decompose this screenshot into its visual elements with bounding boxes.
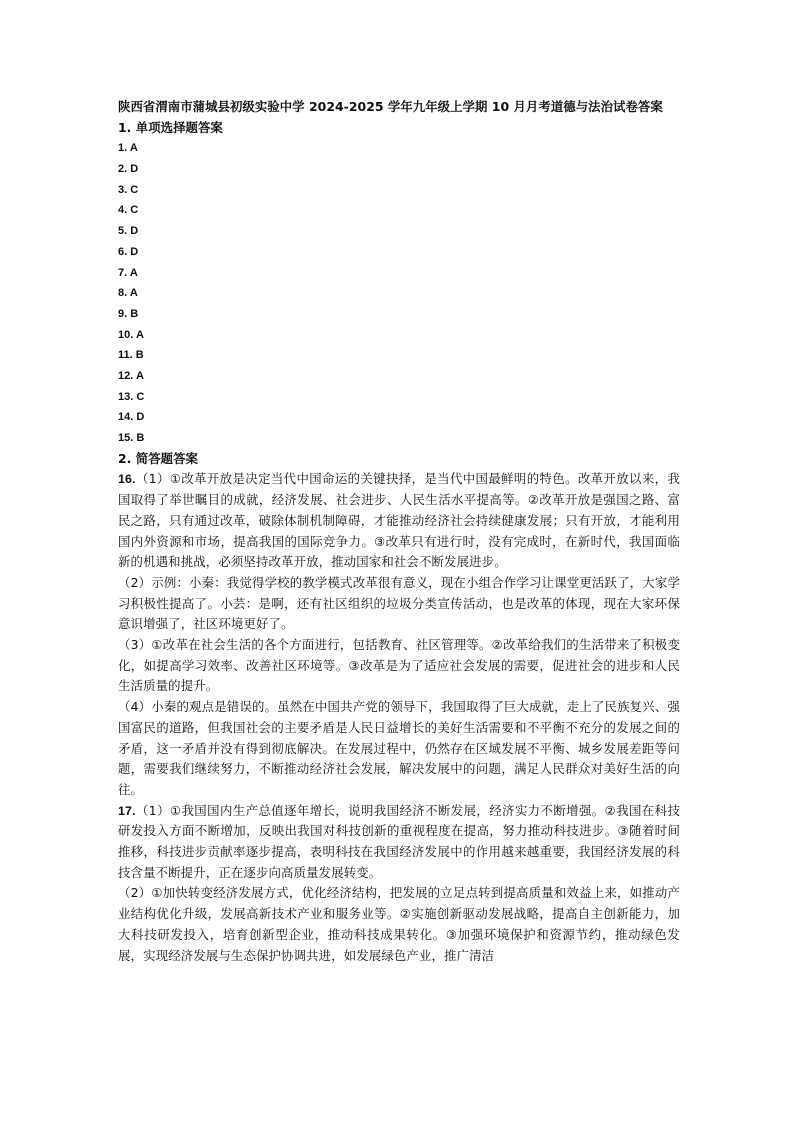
question-16-part-3: （3）①改革在社会生活的各个方面进行，包括教育、社区管理等。②改革给我们的生活带来了积极变化，如提高学习效率、改善社区环境等。③改革是为了适应社会发展的需要，促进社会的进步和人民生活质量的提升。 [118, 637, 680, 694]
question-16-part-2: （2）示例：小秦：我觉得学校的教学模式改革很有意义，现在小组合作学习让课堂更活跃了，大家学习积极性提高了。小芸：是啊，还有社区组织的垃圾分类宣传活动，也是改革的体现，现在大家环保意识增强了，社区环境更好了。 [118, 574, 680, 632]
section-multiple-choice [118, 118, 680, 449]
section-heading: 2. 简答题答案 [118, 450, 198, 466]
answer-item: 15. B [118, 432, 145, 445]
answer-item: 2. D [118, 163, 139, 176]
answer-item: 5. D [118, 225, 139, 238]
answer-item: 12. A [118, 369, 144, 382]
document-page [118, 97, 680, 966]
section-heading: 1. 单项选择题答案 [118, 119, 223, 135]
question-16-part-1 [118, 469, 680, 573]
answer-text: （1）①我国国内生产总值逐年增长，说明我国经济不断发展，经济实力不断增强。②我国在科技研发投入方面不断增加，反映出我国对科技创新的重视程度在提高，努力推动科技进步。③随着时间推移，科技进步贡献率逐步提高，表明科技在我国经济发展中的作用越来越重要，我国经济发展的科技含量不断提升，正在逐步向高质量发展转变。 [118, 802, 680, 880]
answer-item: 4. C [118, 204, 139, 217]
answer-item: 1. A [118, 142, 138, 155]
answer-item: 9. B [118, 307, 139, 320]
question-number: 16. [118, 472, 136, 487]
answer-item: 3. C [118, 183, 139, 196]
question-17-part-1 [118, 801, 680, 884]
section-short-answer [118, 449, 680, 967]
answer-text: （1）①改革开放是决定当代中国命运的关键抉择，是当代中国最鲜明的特色。改革开放以来，我国取得了举世瞩目的成就，经济发展、社会进步、人民生活水平提高等。②改革开放是强国之路、富民之路，只有通过改革，破除体制机制障碍，才能推动经济社会持续健康发展；只有开放，才能利用国内外资源和市场，提高我国的国际竞争力。③改革只有进行时，没有完成时，在新时代，我国面临新的机遇和挑战，必须坚持改革开放，推动国家和社会不断发展进步。 [118, 471, 680, 570]
answer-item: 7. A [118, 266, 138, 279]
document-title: 陕西省渭南市蒲城县初级实验中学 2024-2025 学年九年级上学期 10 月月考道德与法治试卷答案 [118, 99, 663, 114]
answer-item: 10. A [118, 328, 144, 341]
answer-item: 13. C [118, 390, 145, 403]
answer-list [118, 138, 680, 448]
question-16-part-4: （4）小秦的观点是错误的。虽然在中国共产党的领导下，我国取得了巨大成就，走上了民族复兴、强国富民的道路，但我国社会的主要矛盾是人民日益增长的美好生活需要和不平衡不充分的发展之间的矛盾，这一矛盾并没有得到彻底解决。在发展过程中，仍然存在区域发展不平衡、城乡发展差距等问题，需要我们继续努力，不断推动经济社会发展，解决发展中的问题，满足人民群众对美好生活的向往。 [118, 699, 680, 797]
question-17-part-2: （2）①加快转变经济发展方式，优化经济结构，把发展的立足点转到提高质量和效益上来，如推动产业结构优化升级，发展高新技术产业和服务业等。②实施创新驱动发展战略，提高自主创新能力，加大科技研发投入，培育创新型企业，推动科技成果转化。③加强环境保护和资源节约，推动绿色发展，实现经济发展与生态保护协调共进，如发展绿色产业，推广清洁 [118, 885, 680, 963]
question-number: 17. [118, 803, 136, 818]
answer-item: 8. A [118, 287, 138, 300]
answer-item: 11. B [118, 349, 144, 362]
answer-item: 14. D [118, 411, 145, 424]
answer-item: 6. D [118, 245, 139, 258]
